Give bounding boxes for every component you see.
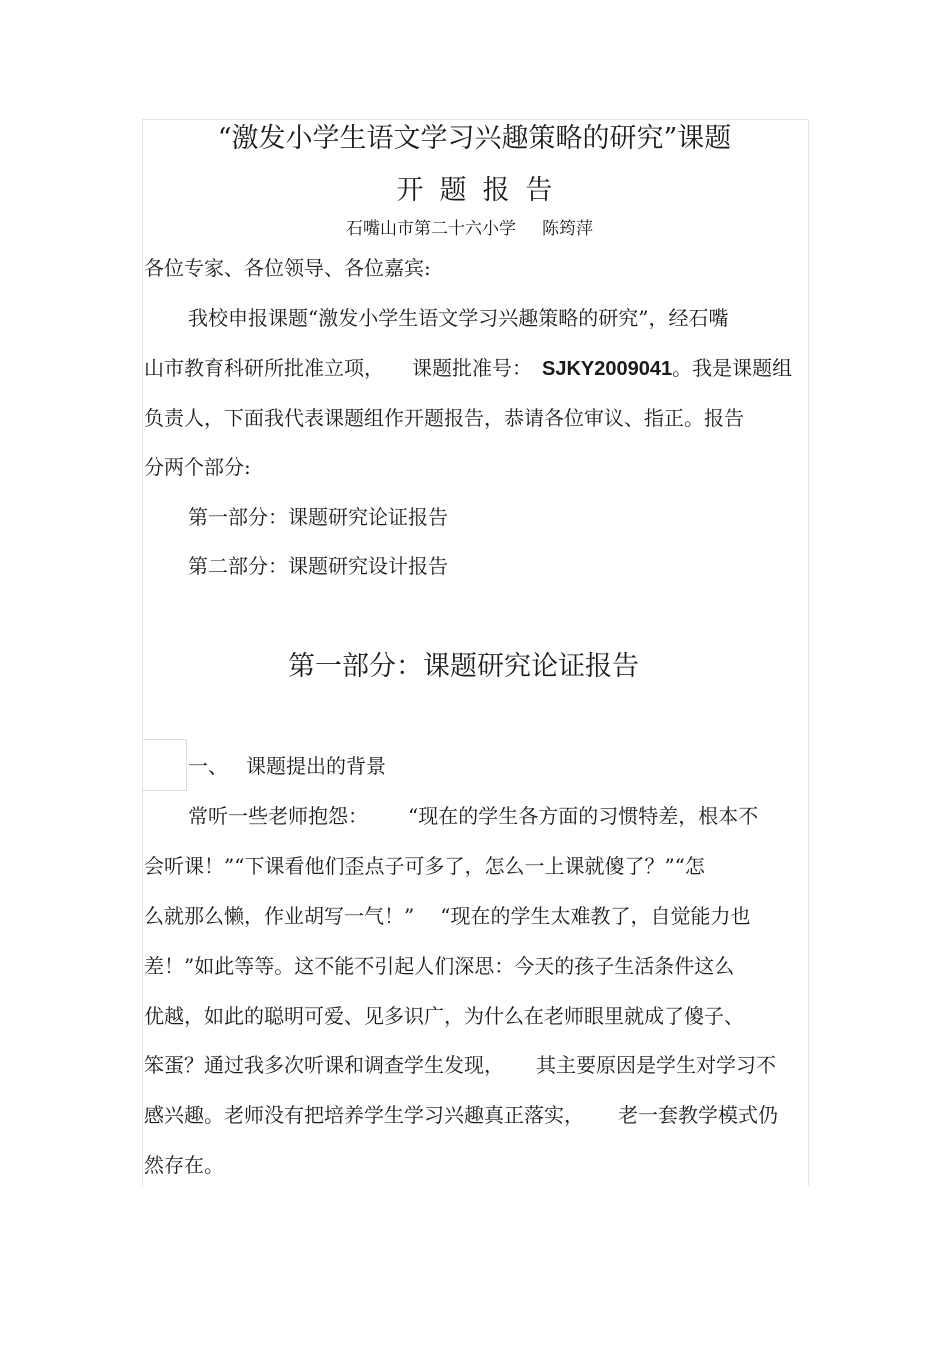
author-school: 石嘴山市第二十六小学 [346, 219, 516, 239]
body-line-6-a: 笨蛋？通过我多次听课和调查学生发现， [144, 1053, 504, 1077]
intro-line-2-c: 。我是课题组 [672, 356, 793, 380]
author-line [346, 218, 593, 240]
author-name: 陈筠萍 [542, 219, 593, 239]
body-line-5: 优越，如此的聪明可爱、见多识广，为什么在老师眼里就成了傻子、 [144, 1004, 744, 1028]
body-line-7 [144, 1102, 778, 1128]
section-heading: 第一部分：课题研究论证报告 [288, 651, 639, 682]
body-line-7-a: 感兴趣。老师没有把培养学生学习兴趣真正落实， [144, 1103, 584, 1127]
body-line-1 [188, 803, 758, 829]
body-line-3 [144, 903, 750, 929]
intro-line-3: 负责人，下面我代表课题组作开题报告，恭请各位审议、指正。报告 [144, 406, 744, 430]
intro-line-4: 分两个部分: [144, 455, 251, 479]
body-line-6 [144, 1052, 776, 1078]
frame-notch [142, 739, 187, 791]
subsection-title: 课题提出的背景 [246, 754, 386, 778]
body-line-1-a: 常听一些老师抱怨： [188, 804, 368, 828]
subsection-number: 一、 [188, 754, 228, 778]
greeting: 各位专家、各位领导、各位嘉宾: [144, 256, 431, 280]
body-line-2: 会听课！”“下课看他们歪点子可多了，怎么一上课就傻了？”“怎 [144, 854, 705, 878]
intro-line-1: 我校申报课题“激发小学生语文学习兴趣策略的研究”，经石嘴 [188, 306, 729, 330]
body-line-4: 差！”如此等等。这不能不引起人们深思：今天的孩子生活条件这么 [144, 954, 735, 978]
intro-line-2-a: 山市教育科研所批准立项， [144, 356, 384, 380]
intro-line-2-b: 课题批准号： [412, 356, 532, 380]
body-line-3-a: 么就那么懒，作业胡写一气！” [144, 904, 415, 928]
intro-line-2 [144, 355, 792, 382]
body-line-8: 然存在。 [144, 1153, 224, 1177]
subsection-heading [188, 753, 386, 779]
part-item: 第一部分：课题研究论证报告 [188, 505, 448, 529]
part-item: 第二部分：课题研究设计报告 [188, 554, 448, 578]
document-title: “激发小学生语文学习兴趣策略的研究”课题 [217, 123, 732, 154]
body-line-3-b: “现在的学生太难教了，自觉能力也 [440, 904, 751, 928]
document-subtitle: 开题报告 [396, 175, 569, 206]
body-line-1-b: “现在的学生各方面的习惯特差，根本不 [408, 804, 759, 828]
body-line-6-b: 其主要原因是学生对学习不 [536, 1053, 776, 1077]
body-line-7-b: 老一套教学模式仍 [618, 1103, 778, 1127]
approval-number: SJKY2009041 [542, 358, 673, 380]
